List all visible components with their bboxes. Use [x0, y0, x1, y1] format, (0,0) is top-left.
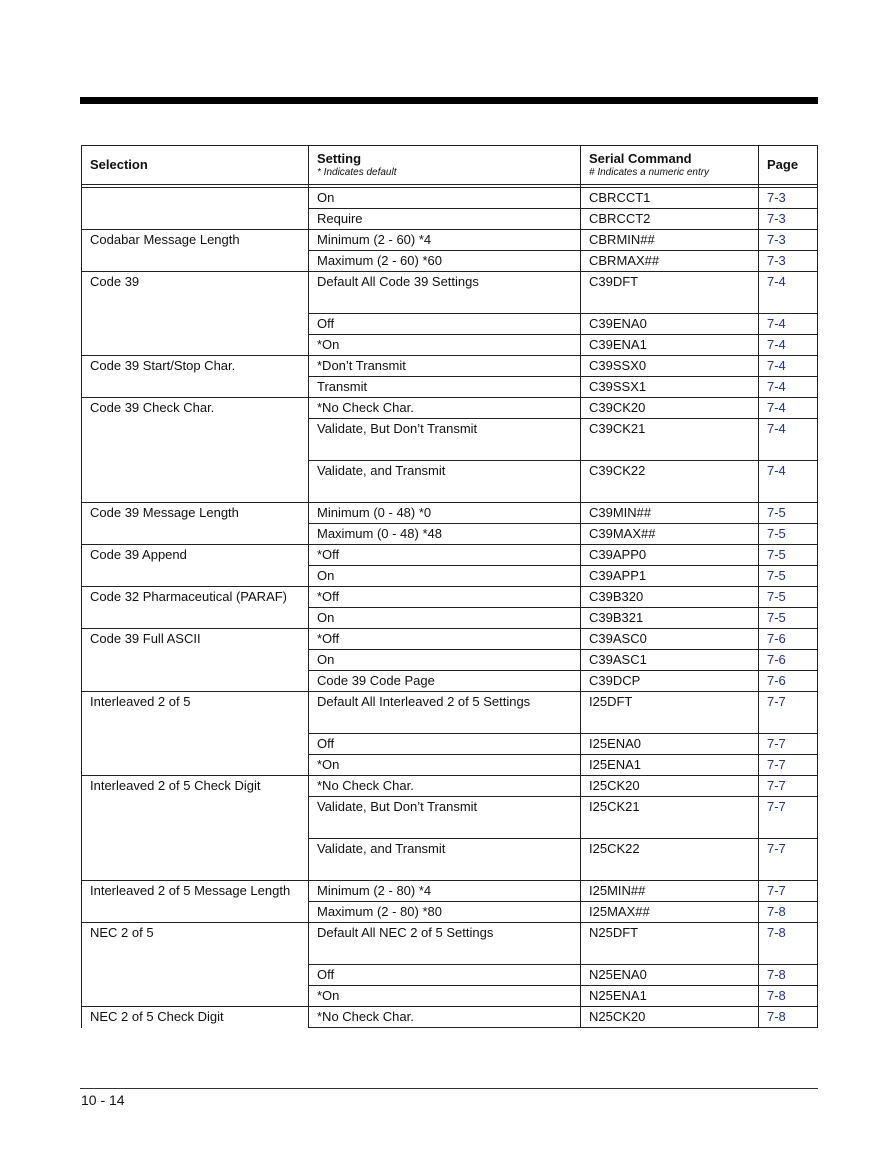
setting-cell: *Don’t Transmit [309, 356, 581, 377]
setting-cell: Minimum (2 - 80) *4 [309, 881, 581, 902]
table-row [82, 545, 818, 566]
serial-command-cell: C39SSX0 [581, 356, 759, 377]
selection-cell: Code 39 [82, 272, 309, 314]
page-link[interactable]: 7-5 [759, 566, 818, 587]
page-link[interactable]: 7-4 [759, 356, 818, 377]
setting-cell: *No Check Char. [309, 776, 581, 797]
selection-cell [82, 797, 309, 839]
selection-cell [82, 188, 309, 209]
selection-cell [82, 419, 309, 461]
serial-command-cell: I25CK20 [581, 776, 759, 797]
table-row [82, 692, 818, 734]
table-row [82, 419, 818, 461]
selection-cell: NEC 2 of 5 [82, 923, 309, 965]
serial-command-cell: C39B321 [581, 608, 759, 629]
selection-cell [82, 377, 309, 398]
selection-cell: Code 32 Pharmaceutical (PARAF) [82, 587, 309, 608]
selection-cell [82, 671, 309, 692]
setting-cell: Minimum (2 - 60) *4 [309, 230, 581, 251]
table-row [82, 650, 818, 671]
selection-cell: Interleaved 2 of 5 Check Digit [82, 776, 309, 797]
selection-cell [82, 986, 309, 1007]
serial-command-cell: I25MIN## [581, 881, 759, 902]
serial-command-cell: C39CK21 [581, 419, 759, 461]
setting-cell: Off [309, 314, 581, 335]
table-row [82, 398, 818, 419]
page-link[interactable]: 7-7 [759, 881, 818, 902]
table-header-row [82, 146, 818, 185]
selection-cell [82, 209, 309, 230]
page-link[interactable]: 7-3 [759, 230, 818, 251]
setting-cell: On [309, 608, 581, 629]
selection-cell [82, 335, 309, 356]
page-link[interactable]: 7-8 [759, 965, 818, 986]
page-link[interactable]: 7-5 [759, 587, 818, 608]
page-link[interactable]: 7-8 [759, 923, 818, 965]
selection-cell [82, 461, 309, 503]
page-link[interactable]: 7-4 [759, 461, 818, 503]
serial-command-cell: C39MIN## [581, 503, 759, 524]
selection-cell [82, 314, 309, 335]
serial-command-cell: I25MAX## [581, 902, 759, 923]
setting-cell: *No Check Char. [309, 1007, 581, 1028]
setting-cell: *On [309, 335, 581, 356]
table-row [82, 839, 818, 881]
page-link[interactable]: 7-8 [759, 902, 818, 923]
page-link[interactable]: 7-4 [759, 314, 818, 335]
serial-command-cell: C39ENA0 [581, 314, 759, 335]
selection-cell: Code 39 Full ASCII [82, 629, 309, 650]
serial-command-cell: I25DFT [581, 692, 759, 734]
serial-command-cell: N25CK20 [581, 1007, 759, 1028]
page-link[interactable]: 7-7 [759, 734, 818, 755]
table-row [82, 965, 818, 986]
serial-command-cell: C39ASC1 [581, 650, 759, 671]
table-row [82, 251, 818, 272]
page-link[interactable]: 7-4 [759, 272, 818, 314]
selection-cell [82, 965, 309, 986]
table-row [82, 188, 818, 209]
serial-command-cell: N25ENA0 [581, 965, 759, 986]
serial-command-cell: I25ENA1 [581, 755, 759, 776]
table-row [82, 776, 818, 797]
table-row [82, 461, 818, 503]
settings-table [81, 145, 818, 1028]
header-page: Page [759, 146, 818, 185]
selection-cell [82, 902, 309, 923]
selection-cell [82, 734, 309, 755]
setting-cell: Validate, and Transmit [309, 839, 581, 881]
serial-command-cell: I25CK21 [581, 797, 759, 839]
serial-command-cell: N25ENA1 [581, 986, 759, 1007]
page-link[interactable]: 7-4 [759, 377, 818, 398]
setting-cell: Code 39 Code Page [309, 671, 581, 692]
setting-cell: *Off [309, 587, 581, 608]
selection-cell: NEC 2 of 5 Check Digit [82, 1007, 309, 1028]
table-row [82, 608, 818, 629]
page-link[interactable]: 7-7 [759, 692, 818, 734]
header-selection: Selection [82, 146, 309, 185]
table-row [82, 209, 818, 230]
serial-command-cell: C39ASC0 [581, 629, 759, 650]
setting-cell: On [309, 650, 581, 671]
selection-cell [82, 839, 309, 881]
table-row [82, 230, 818, 251]
table-row [82, 587, 818, 608]
header-setting: Setting * Indicates default [309, 146, 581, 185]
setting-cell: *Off [309, 629, 581, 650]
setting-cell: Off [309, 734, 581, 755]
table-row [82, 755, 818, 776]
page-link[interactable]: 7-6 [759, 671, 818, 692]
selection-cell: Code 39 Check Char. [82, 398, 309, 419]
setting-cell: Maximum (2 - 60) *60 [309, 251, 581, 272]
table-row [82, 671, 818, 692]
setting-cell: Default All NEC 2 of 5 Settings [309, 923, 581, 965]
setting-cell: Require [309, 209, 581, 230]
selection-cell: Codabar Message Length [82, 230, 309, 251]
selection-cell [82, 650, 309, 671]
table-body [82, 188, 818, 1028]
setting-cell: On [309, 566, 581, 587]
serial-command-cell: I25CK22 [581, 839, 759, 881]
selection-cell: Interleaved 2 of 5 Message Length [82, 881, 309, 902]
serial-command-cell: C39DCP [581, 671, 759, 692]
setting-cell: *On [309, 986, 581, 1007]
selection-cell: Code 39 Message Length [82, 503, 309, 524]
serial-command-cell: C39CK20 [581, 398, 759, 419]
serial-command-cell: CBRCCT1 [581, 188, 759, 209]
setting-cell: *No Check Char. [309, 398, 581, 419]
header-serial-note: # Indicates a numeric entry [589, 167, 710, 178]
page-link[interactable]: 7-5 [759, 608, 818, 629]
table-row [82, 314, 818, 335]
setting-cell: On [309, 188, 581, 209]
selection-cell: Code 39 Append [82, 545, 309, 566]
page-link[interactable]: 7-5 [759, 524, 818, 545]
table-row [82, 629, 818, 650]
serial-command-cell: C39MAX## [581, 524, 759, 545]
setting-cell: Default All Interleaved 2 of 5 Settings [309, 692, 581, 734]
page-link[interactable]: 7-7 [759, 755, 818, 776]
table-row [82, 797, 818, 839]
page-link[interactable]: 7-4 [759, 419, 818, 461]
serial-command-cell: CBRMIN## [581, 230, 759, 251]
serial-command-cell: C39SSX1 [581, 377, 759, 398]
page-link[interactable]: 7-4 [759, 335, 818, 356]
page-number: 10 - 14 [81, 1092, 125, 1108]
setting-cell: Validate, But Don’t Transmit [309, 419, 581, 461]
table-row [82, 377, 818, 398]
table-row [82, 923, 818, 965]
settings-table-container [81, 145, 817, 1028]
serial-command-cell: C39B320 [581, 587, 759, 608]
page-link[interactable]: 7-3 [759, 251, 818, 272]
serial-command-cell: I25ENA0 [581, 734, 759, 755]
header-setting-note: * Indicates default [317, 167, 397, 178]
serial-command-cell: C39APP1 [581, 566, 759, 587]
selection-cell [82, 524, 309, 545]
setting-cell: Validate, and Transmit [309, 461, 581, 503]
table-row [82, 881, 818, 902]
page-link[interactable]: 7-6 [759, 650, 818, 671]
setting-cell: Default All Code 39 Settings [309, 272, 581, 314]
setting-cell: Maximum (2 - 80) *80 [309, 902, 581, 923]
selection-cell [82, 566, 309, 587]
page-link[interactable]: 7-3 [759, 188, 818, 209]
header-serial-command: Serial Command # Indicates a numeric entry [581, 146, 759, 185]
page-link[interactable]: 7-3 [759, 209, 818, 230]
page-link[interactable]: 7-7 [759, 839, 818, 881]
table-row [82, 524, 818, 545]
selection-cell: Interleaved 2 of 5 [82, 692, 309, 734]
page-link[interactable]: 7-8 [759, 986, 818, 1007]
serial-command-cell: CBRCCT2 [581, 209, 759, 230]
page-link[interactable]: 7-6 [759, 629, 818, 650]
setting-cell: *Off [309, 545, 581, 566]
serial-command-cell: CBRMAX## [581, 251, 759, 272]
setting-cell: Minimum (0 - 48) *0 [309, 503, 581, 524]
page-link[interactable]: 7-7 [759, 776, 818, 797]
setting-cell: Validate, But Don’t Transmit [309, 797, 581, 839]
page-link[interactable]: 7-8 [759, 1007, 818, 1028]
selection-cell [82, 251, 309, 272]
selection-cell: Code 39 Start/Stop Char. [82, 356, 309, 377]
setting-cell: Transmit [309, 377, 581, 398]
selection-cell [82, 608, 309, 629]
table-row [82, 986, 818, 1007]
table-row [82, 734, 818, 755]
table-row [82, 335, 818, 356]
setting-cell: Off [309, 965, 581, 986]
table-row [82, 902, 818, 923]
serial-command-cell: C39DFT [581, 272, 759, 314]
setting-cell: *On [309, 755, 581, 776]
page-link[interactable]: 7-5 [759, 545, 818, 566]
page-link[interactable]: 7-5 [759, 503, 818, 524]
page-link[interactable]: 7-4 [759, 398, 818, 419]
table-row [82, 503, 818, 524]
serial-command-cell: C39CK22 [581, 461, 759, 503]
serial-command-cell: C39ENA1 [581, 335, 759, 356]
table-row [82, 272, 818, 314]
table-row [82, 1007, 818, 1028]
header-rule [80, 97, 818, 104]
serial-command-cell: N25DFT [581, 923, 759, 965]
table-row [82, 566, 818, 587]
setting-cell: Maximum (0 - 48) *48 [309, 524, 581, 545]
footer-rule [80, 1088, 818, 1089]
page-link[interactable]: 7-7 [759, 797, 818, 839]
table-row [82, 356, 818, 377]
serial-command-cell: C39APP0 [581, 545, 759, 566]
selection-cell [82, 755, 309, 776]
